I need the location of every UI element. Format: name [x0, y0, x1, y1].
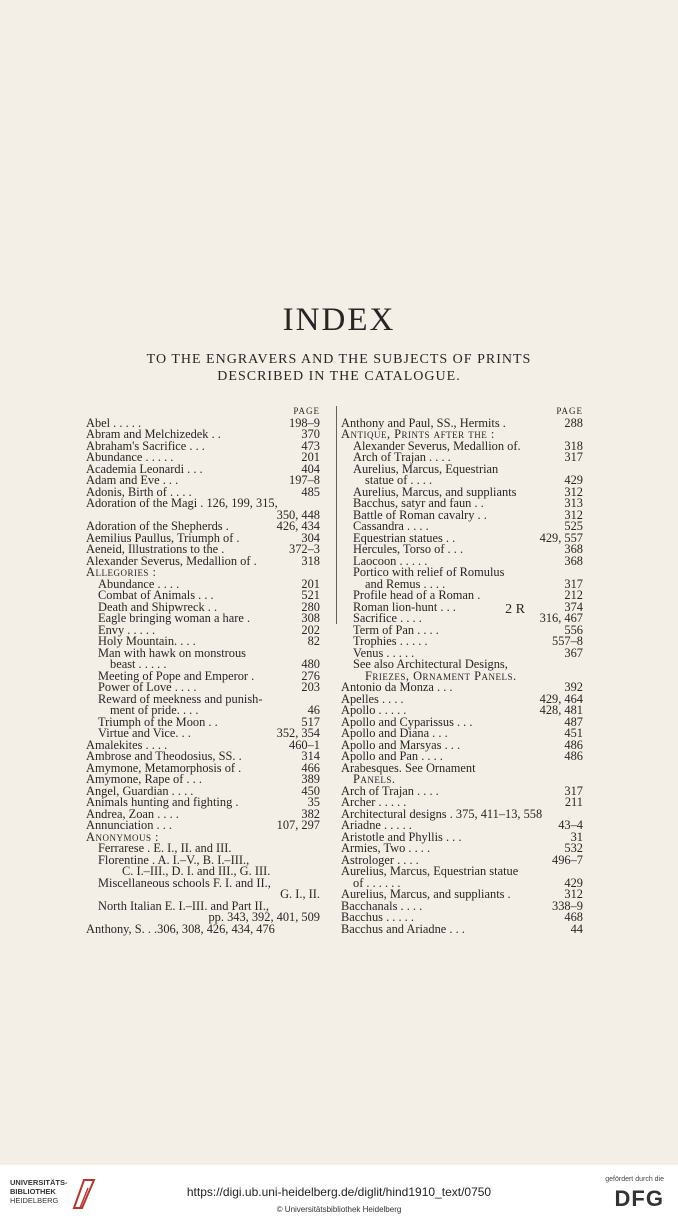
- entry-text: Apollo and Pan . . . .: [341, 749, 443, 763]
- entry-text: Panels.: [353, 772, 396, 786]
- entry-pages: G. I., II.: [280, 887, 320, 901]
- entry-pages: 426, 434: [276, 519, 320, 533]
- entry-pages: 317: [564, 576, 583, 591]
- entry-pages: 525: [564, 519, 583, 533]
- page-header-label: PAGE: [556, 406, 583, 416]
- entry-text: Abel . . . . .: [86, 415, 142, 430]
- entry-text: Arch of Trajan . . . .: [353, 450, 451, 464]
- entry-text: Apollo and Diana . . .: [341, 726, 448, 740]
- entry-pages: 556: [564, 622, 583, 637]
- entry-text: Roman lion-hunt . . .: [353, 599, 456, 614]
- entry-text: Battle of Roman cavalry . .: [353, 507, 487, 522]
- entry-pages: 313: [564, 496, 583, 510]
- entry-text: beast . . . . .: [110, 657, 167, 671]
- entry-pages: 107, 297: [276, 818, 320, 832]
- subtitle-line-1: TO THE ENGRAVERS AND THE SUBJECTS OF PRINTS: [146, 352, 532, 367]
- entry-text: C. I.–III., D. I. and III., G. III.: [122, 864, 271, 878]
- entry-text: Animals hunting and fighting .: [86, 795, 239, 809]
- index-entry: [86, 921, 320, 936]
- entry-text: Aurelius, Marcus, and suppliants .: [341, 887, 511, 901]
- entry-text: Abram and Melchizedek . .: [86, 427, 221, 441]
- entry-pages: 201: [301, 450, 320, 464]
- entry-pages: 368: [564, 542, 583, 556]
- index-column-right: [341, 406, 583, 935]
- entry-text: Apollo and Marsyas . . .: [341, 737, 461, 752]
- entry-pages: 312: [564, 484, 583, 499]
- entry-text: Hercules, Torso of . . .: [353, 542, 464, 556]
- entry-pages: 466: [301, 760, 320, 775]
- entry-pages: 557–8: [552, 634, 583, 648]
- entry-text: See also Architectural Designs,: [353, 657, 508, 671]
- entry-text: Archer . . . . .: [341, 795, 407, 809]
- entry-text: Anthony, S. . .306, 308, 426, 434, 476: [86, 921, 275, 936]
- entry-pages: pp. 343, 392, 401, 509: [208, 910, 320, 924]
- entry-pages: 318: [564, 438, 583, 453]
- entry-text: Bacchus, satyr and faun . .: [353, 496, 484, 510]
- entry-text: Andrea, Zoan . . . .: [86, 806, 179, 821]
- entry-text: Miscellaneous schools F. I. and II.,: [98, 875, 271, 890]
- entry-pages: 304: [301, 530, 320, 545]
- entry-text: Adonis, Birth of . . . .: [86, 484, 192, 499]
- entry-pages: 368: [564, 553, 583, 568]
- entry-pages: 382: [301, 806, 320, 821]
- library-name-line-1: UNIVERSITÄTS-: [10, 1178, 68, 1187]
- entry-text: Antique, Prints after the :: [341, 427, 495, 441]
- entry-pages: 389: [301, 772, 320, 786]
- index-column-left: [86, 406, 320, 935]
- entry-pages: 211: [564, 795, 583, 809]
- entry-text: Alexander Severus, Medallion of .: [86, 553, 257, 568]
- entry-pages: 429, 464: [539, 691, 583, 706]
- entry-text: Aurelius, Marcus, Equestrian: [353, 461, 499, 476]
- entry-pages: 35: [307, 795, 320, 809]
- entry-pages: 308: [301, 611, 320, 625]
- entry-pages: 212: [564, 588, 583, 602]
- entry-text: Profile head of a Roman .: [353, 588, 481, 602]
- entry-text: Term of Pan . . . .: [353, 622, 439, 637]
- entry-text: Holy Mountain. . . .: [98, 634, 196, 648]
- entry-text: Bacchus . . . . .: [341, 910, 414, 924]
- entry-text: Astrologer . . . .: [341, 852, 419, 867]
- entry-text: Virtue and Vice. . .: [98, 726, 191, 740]
- entry-pages: 202: [301, 622, 320, 637]
- entry-pages: 460–1: [289, 737, 320, 752]
- entry-pages: 197–8: [289, 473, 320, 487]
- entry-text: Armies, Two . . . .: [341, 841, 431, 855]
- column-divider: [336, 406, 337, 624]
- entry-pages: 372–3: [289, 542, 320, 556]
- entry-pages: 517: [301, 714, 320, 729]
- entry-text: Apelles . . . .: [341, 691, 404, 706]
- library-name-line-2: BIBLIOTHEK: [10, 1187, 56, 1196]
- entry-text: Power of Love . . . .: [98, 680, 197, 694]
- entry-pages: 451: [564, 726, 583, 740]
- entry-text: Sacrifice . . . .: [353, 611, 422, 625]
- entry-text: Abundance . . . . .: [86, 450, 174, 464]
- entry-text: Envy . . . . .: [98, 622, 156, 637]
- entry-text: Abraham's Sacrifice . . .: [86, 438, 205, 453]
- entry-text: Ferrarese . E. I., II. and III.: [98, 841, 232, 855]
- entry-text: Amymone, Metamorphosis of .: [86, 760, 242, 775]
- entry-pages: 521: [301, 588, 320, 602]
- entry-text: Portico with relief of Romulus: [353, 565, 505, 579]
- entry-text: ment of pride. . . .: [110, 703, 199, 717]
- entry-pages: 392: [564, 680, 583, 694]
- entry-text: Apollo and Cyparissus . . .: [341, 714, 473, 729]
- entry-pages: 318: [301, 553, 320, 568]
- entry-text: Laocoon . . . . .: [353, 553, 428, 568]
- entry-pages: 31: [570, 829, 583, 844]
- entry-pages: 486: [564, 737, 583, 752]
- entry-pages: 473: [301, 438, 320, 453]
- entry-text: statue of . . . .: [365, 473, 433, 487]
- entry-pages: 374: [564, 599, 583, 614]
- entry-pages: 487: [564, 714, 583, 729]
- entry-pages: 201: [301, 576, 320, 591]
- entry-pages: 312: [564, 507, 583, 522]
- entry-pages: 480: [301, 657, 320, 671]
- entry-pages: 370: [301, 427, 320, 441]
- entry-text: Amalekites . . . .: [86, 737, 168, 752]
- entry-pages: 367: [564, 645, 583, 660]
- entry-text: Adam and Eve . . .: [86, 473, 179, 487]
- entry-text: Bacchanals . . . .: [341, 898, 423, 913]
- entry-pages: 198–9: [289, 415, 320, 430]
- entry-pages: 485: [301, 484, 320, 499]
- entry-pages: 276: [301, 668, 320, 683]
- entry-text: Eagle bringing woman a hare .: [98, 611, 251, 625]
- entry-text: Academia Leonardi . . .: [86, 461, 203, 476]
- entry-pages: 429: [564, 875, 583, 890]
- library-name-line-3: HEIDELBERG: [10, 1196, 59, 1205]
- entry-text: Amymone, Rape of . . .: [86, 772, 202, 786]
- page-header-label: PAGE: [293, 406, 320, 416]
- entry-pages: 450: [301, 783, 320, 798]
- entry-pages: 43–4: [558, 818, 583, 832]
- entry-text: Aeneid, Illustrations to the .: [86, 542, 225, 556]
- entry-pages: 429, 557: [539, 530, 583, 545]
- entry-text: Venus . . . . .: [353, 645, 415, 660]
- index-entry: [341, 921, 583, 936]
- entry-pages: 312: [564, 887, 583, 901]
- entry-pages: 350, 448: [276, 507, 320, 522]
- entry-text: Adoration of the Magi . 126, 199, 315,: [86, 496, 278, 510]
- entry-pages: 496–7: [552, 852, 583, 867]
- entry-text: Meeting of Pope and Emperor .: [98, 668, 255, 683]
- entry-text: Ariadne . . . . .: [341, 818, 412, 832]
- entry-pages: 468: [564, 910, 583, 924]
- entry-text: of . . . . . .: [353, 875, 401, 890]
- entry-pages: 428, 481: [539, 703, 583, 717]
- entry-text: Death and Shipwreck . .: [98, 599, 218, 614]
- entry-text: Antonio da Monza . . .: [341, 680, 453, 694]
- entry-pages: 44: [570, 921, 583, 936]
- entry-text: Allegories :: [86, 565, 157, 579]
- entry-pages: 352, 354: [276, 726, 320, 740]
- entry-text: Florentine . A. I.–V., B. I.–III.,: [98, 852, 250, 867]
- entry-text: Abundance . . . .: [98, 576, 180, 591]
- entry-pages: 316, 467: [539, 611, 583, 625]
- entry-text: Aemilius Paullus, Triumph of .: [86, 530, 240, 545]
- entry-text: Aurelius, Marcus, and suppliants: [353, 484, 517, 499]
- entry-text: Architectural designs . 375, 411–13, 558: [341, 806, 543, 821]
- entry-pages: 288: [564, 415, 583, 430]
- entry-text: Adoration of the Shepherds .: [86, 519, 229, 533]
- entry-pages: 82: [307, 634, 320, 648]
- entry-pages: 429: [564, 473, 583, 487]
- entry-text: Cassandra . . . .: [353, 519, 429, 533]
- entry-text: Bacchus and Ariadne . . .: [341, 921, 465, 936]
- entry-text: Apollo . . . . .: [341, 703, 407, 717]
- entry-pages: 280: [301, 599, 320, 614]
- entry-text: Annunciation . . .: [86, 818, 173, 832]
- entry-pages: 317: [564, 783, 583, 798]
- entry-text: Trophies . . . . .: [353, 634, 428, 648]
- entry-text: Ambrose and Theodosius, SS. .: [86, 749, 242, 763]
- entry-text: Reward of meekness and punish-: [98, 691, 263, 706]
- entry-pages: 203: [301, 680, 320, 694]
- entry-text: Alexander Severus, Medallion of.: [353, 438, 521, 453]
- dfg-logo: DFG: [614, 1186, 664, 1211]
- entry-text: Arch of Trajan . . . .: [341, 783, 439, 798]
- page-title: INDEX: [282, 302, 396, 338]
- entry-pages: 486: [564, 749, 583, 763]
- entry-pages: 532: [564, 841, 583, 855]
- entry-pages: 46: [307, 703, 320, 717]
- entry-pages: 314: [301, 749, 320, 763]
- entry-text: Aurelius, Marcus, Equestrian statue: [341, 864, 519, 878]
- sponsor-label: gefördert durch die: [605, 1176, 664, 1183]
- permalink-url[interactable]: https://digi.ub.uni-heidelberg.de/diglit/hind1910_text/0750: [186, 1185, 492, 1199]
- entry-text: Combat of Animals . . .: [98, 588, 214, 602]
- copyright-notice: © Universitätsbibliothek Heidelberg: [276, 1205, 402, 1214]
- subtitle-line-2: DESCRIBED IN THE CATALOGUE.: [217, 369, 461, 384]
- entry-text: Anthony and Paul, SS., Hermits .: [341, 415, 506, 430]
- entry-text: Equestrian statues . .: [353, 530, 456, 545]
- entry-text: Friezes, Ornament Panels.: [365, 668, 517, 683]
- entry-text: Man with hawk on monstrous: [98, 645, 246, 660]
- entry-text: Angel, Guardian . . . .: [86, 783, 194, 798]
- entry-text: Aristotle and Phyllis . . .: [341, 829, 462, 844]
- entry-pages: 338–9: [552, 898, 583, 913]
- entry-text: and Remus . . . .: [365, 576, 446, 591]
- entry-pages: 317: [564, 450, 583, 464]
- entry-text: Anonymous :: [86, 829, 159, 844]
- entry-pages: 404: [301, 461, 320, 476]
- entry-text: Triumph of the Moon . .: [98, 714, 218, 729]
- signature-mark: 2 R: [505, 602, 525, 617]
- entry-text: North Italian E. I.–III. and Part II.,: [98, 898, 270, 913]
- entry-text: Arabesques. See Ornament: [341, 760, 476, 775]
